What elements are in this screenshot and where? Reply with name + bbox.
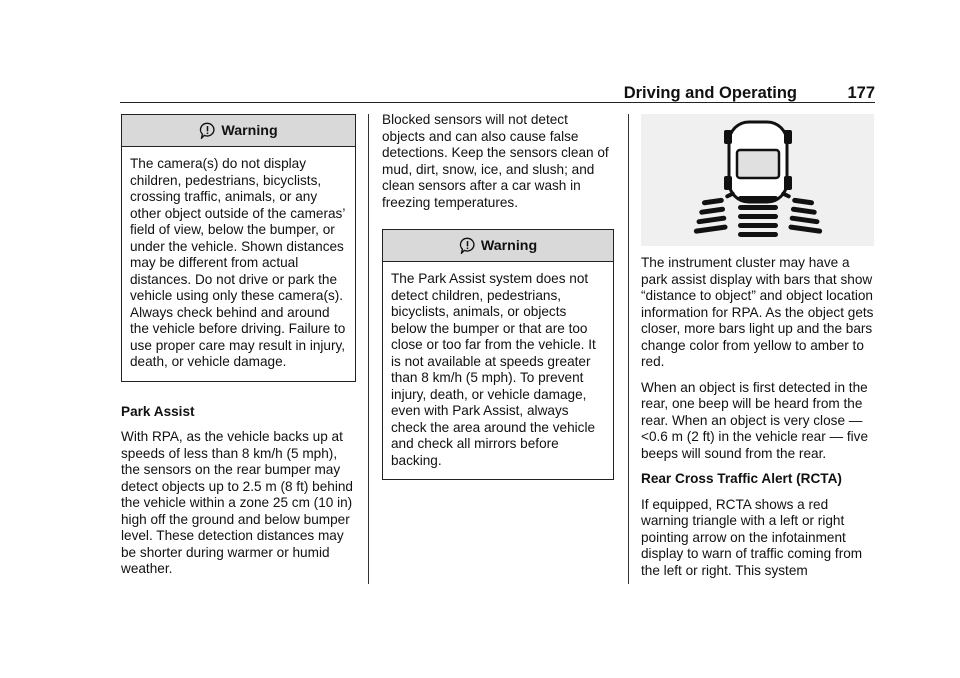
column-divider-2	[628, 114, 629, 584]
rcta-paragraph: If equipped, RCTA shows a red warning triangle with a left or right pointing arrow on the infotainment display to warn of traffic coming from the left or right. This system	[641, 496, 863, 578]
blocked-sensors-paragraph: Blocked sensors will not detect objects and can also cause false detections. Keep the sensors clean of mud, dirt, snow, ice, and slush; and clean sensors after a car wash in freezing temperatures.	[382, 112, 609, 210]
column-1	[121, 114, 356, 578]
column-3	[641, 255, 876, 579]
warning-header	[122, 115, 355, 147]
sensor-bars-icon	[690, 191, 826, 237]
park-assist-illustration	[641, 114, 874, 246]
rcta-heading: Rear Cross Traffic Alert (RCTA)	[641, 471, 842, 486]
car-top-view-icon	[724, 122, 792, 202]
column-2	[382, 112, 614, 480]
warning-header	[383, 230, 613, 262]
page-header	[120, 80, 875, 103]
warning-icon	[199, 122, 216, 139]
park-assist-warning-box	[382, 229, 614, 480]
section-title: Driving and Operating	[623, 84, 797, 102]
park-assist-display-figure	[641, 114, 874, 246]
warning-title: Warning	[480, 237, 538, 254]
warning-text: The camera(s) do not display children, pedestrians, bicyclists, crossing traffic, animals, or any other object outside of the cameras’ field of view, below the bumper, or under the vehicle. Shown distances may be different from actual distances. Do not drive or park the vehicle using only these camera(s). Always check behind and around the vehicle before driving. Failure to use proper care may result in injury, death, or vehicle damage.	[130, 156, 346, 369]
page-number: 177	[847, 84, 875, 102]
park-assist-heading: Park Assist	[121, 403, 195, 419]
park-assist-paragraph: With RPA, as the vehicle backs up at speeds of less than 8 km/h (5 mph), the sensors on the rear bumper may detect objects up to 2.5 m (8 ft) behind the vehicle within a zone 25 cm (10 in) high off the ground and below bumper level. These detection distances may be shorter during warmer or humid weather.	[121, 429, 353, 576]
warning-icon	[459, 237, 476, 254]
camera-warning-box	[121, 114, 356, 382]
warning-text: The Park Assist system does not detect children, pedestrians, bicyclists, animals, or objects below the bumper or that are too close or too far from the vehicle. It is not available at speeds greater than 8 km/h (5 mph). To prevent injury, death, or vehicle damage, even with Park Assist, always check the area around the vehicle and check all mirrors before backing.	[391, 271, 596, 468]
warning-title: Warning	[221, 122, 278, 139]
beep-paragraph: When an object is first detected in the rear, one beep will be heard from the rear. When an object is very close — <0.6 m (2 ft) in the vehicle rear — five beeps will sound from the rear.	[641, 379, 869, 461]
column-divider-1	[368, 114, 369, 584]
cluster-display-paragraph: The instrument cluster may have a park assist display with bars that show “distance to object” and object location information for RPA. As the object gets closer, more bars light up and the bars change color from yellow to amber to red.	[641, 255, 874, 369]
